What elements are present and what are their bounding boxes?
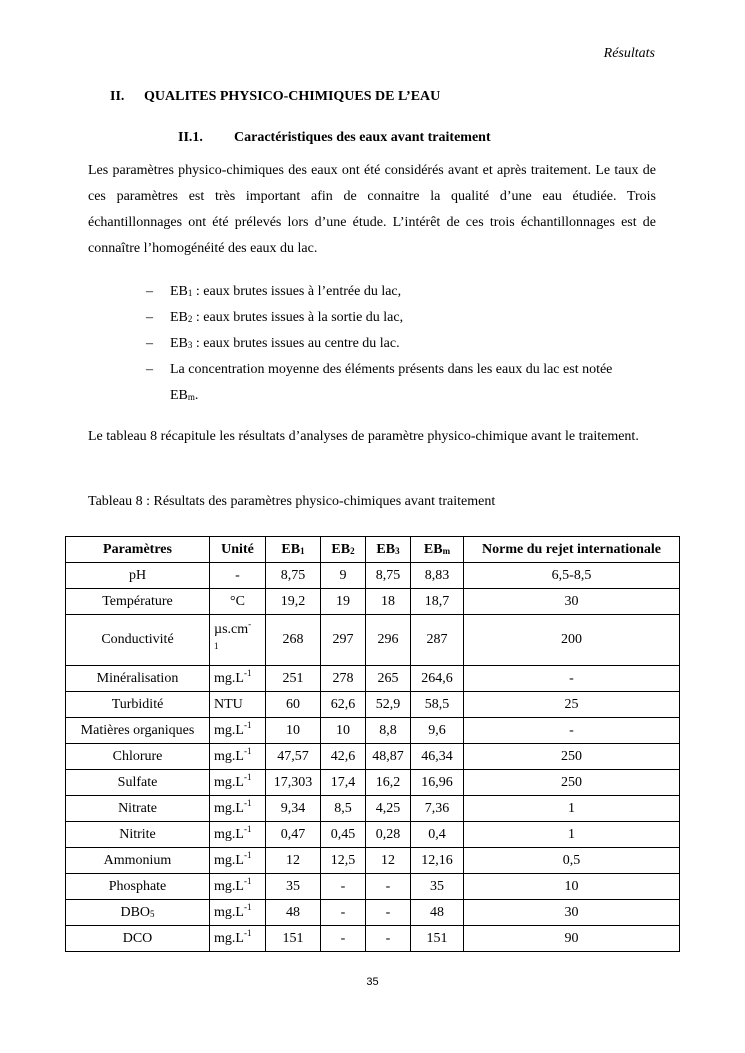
table-caption: Tableau 8 : Résultats des paramètres physico-chimiques avant traitement (88, 494, 496, 509)
table-row: Chlorure $mg.L^{-1}$ 47,57 42,6 48,87 46,34 250 (66, 744, 680, 770)
table-row: pH - 8,75 9 8,75 8,83 6,5-8,5 (66, 563, 680, 589)
sample-list (146, 279, 656, 409)
table-row: DCO $mg.L^{-1}$ 151 - - 151 90 (66, 926, 680, 952)
section-heading (110, 89, 440, 105)
dash-marker: – (146, 362, 153, 377)
results-table (65, 536, 680, 952)
dash-marker: – (146, 336, 153, 351)
subsection-number: II.1. (178, 130, 203, 145)
page-number: 35 (366, 976, 379, 988)
header-eb2: $EB_2$ (321, 537, 366, 563)
header-eb3: $EB_3$ (366, 537, 411, 563)
table-row: Sulfate $mg.L^{-1}$ 17,303 17,4 16,2 16,96 250 (66, 770, 680, 796)
header-param: Paramètres (66, 537, 210, 563)
table-row: Conductivité µs.cm- $^1$ 268 297 296 287 200 (66, 615, 680, 666)
header-norm: Norme du rejet internationale (464, 537, 680, 563)
table-row: Turbidité NTU 60 62,6 52,9 58,5 25 (66, 692, 680, 718)
table-header-row (66, 537, 680, 563)
table-row: Température °C 19,2 19 18 18,7 30 (66, 589, 680, 615)
subsection-heading (178, 130, 491, 146)
header-unit: Unité (210, 537, 266, 563)
list-item: – $EB_1$ : eaux brutes issues à l’entrée du lac, (146, 279, 656, 305)
list-item: – La concentration moyenne des éléments présents dans les eaux du lac est notée $EB_m$. (146, 357, 656, 409)
table-row: Matières organiques $mg.L^{-1}$ 10 10 8,8 9,6 - (66, 718, 680, 744)
table-intro-paragraph: Le tableau 8 récapitule les résultats d’analyses de paramètre physico-chimique avant le traitement. (88, 429, 639, 444)
table-row: Nitrate $mg.L^{-1}$ 9,34 8,5 4,25 7,36 1 (66, 796, 680, 822)
dash-marker: – (146, 310, 153, 325)
table-row: Minéralisation $mg.L^{-1}$ 251 278 265 264,6 - (66, 666, 680, 692)
section-title: QUALITES PHYSICO-CHIMIQUES DE L’EAU (144, 89, 441, 104)
running-header: Résultats (603, 46, 655, 61)
table-row: Ammonium $mg.L^{-1}$ 12 12,5 12 12,16 0,5 (66, 848, 680, 874)
subsection-title: Caractéristiques des eaux avant traitement (234, 130, 491, 145)
dash-marker: – (146, 284, 153, 299)
list-item: – $EB_2$ : eaux brutes issues à la sortie du lac, (146, 305, 656, 331)
table-row: Phosphate $mg.L^{-1}$ 35 - - 35 10 (66, 874, 680, 900)
section-number: II. (110, 89, 125, 104)
header-eb1: $EB_1$ (266, 537, 321, 563)
table-row: $DBO_5$ $mg.L^{-1}$ 48 - - 48 30 (66, 900, 680, 926)
header-ebm: $EB_m$ (411, 537, 464, 563)
intro-paragraph: Les paramètres physico-chimiques des eaux ont été considérés avant et après traitement. Le taux de ces paramètres est très important afin de connaitre la qualité d’une eau étudiée. Trois échantillonnages ont été prélevés lors d’une étude. L’intérêt de ces trois échantillonnages est de connaître l’homogénéité des eaux du lac. (88, 163, 656, 256)
list-item: – $EB_3$ : eaux brutes issues au centre du lac. (146, 331, 656, 357)
table-row: Nitrite $mg.L^{-1}$ 0,47 0,45 0,28 0,4 1 (66, 822, 680, 848)
